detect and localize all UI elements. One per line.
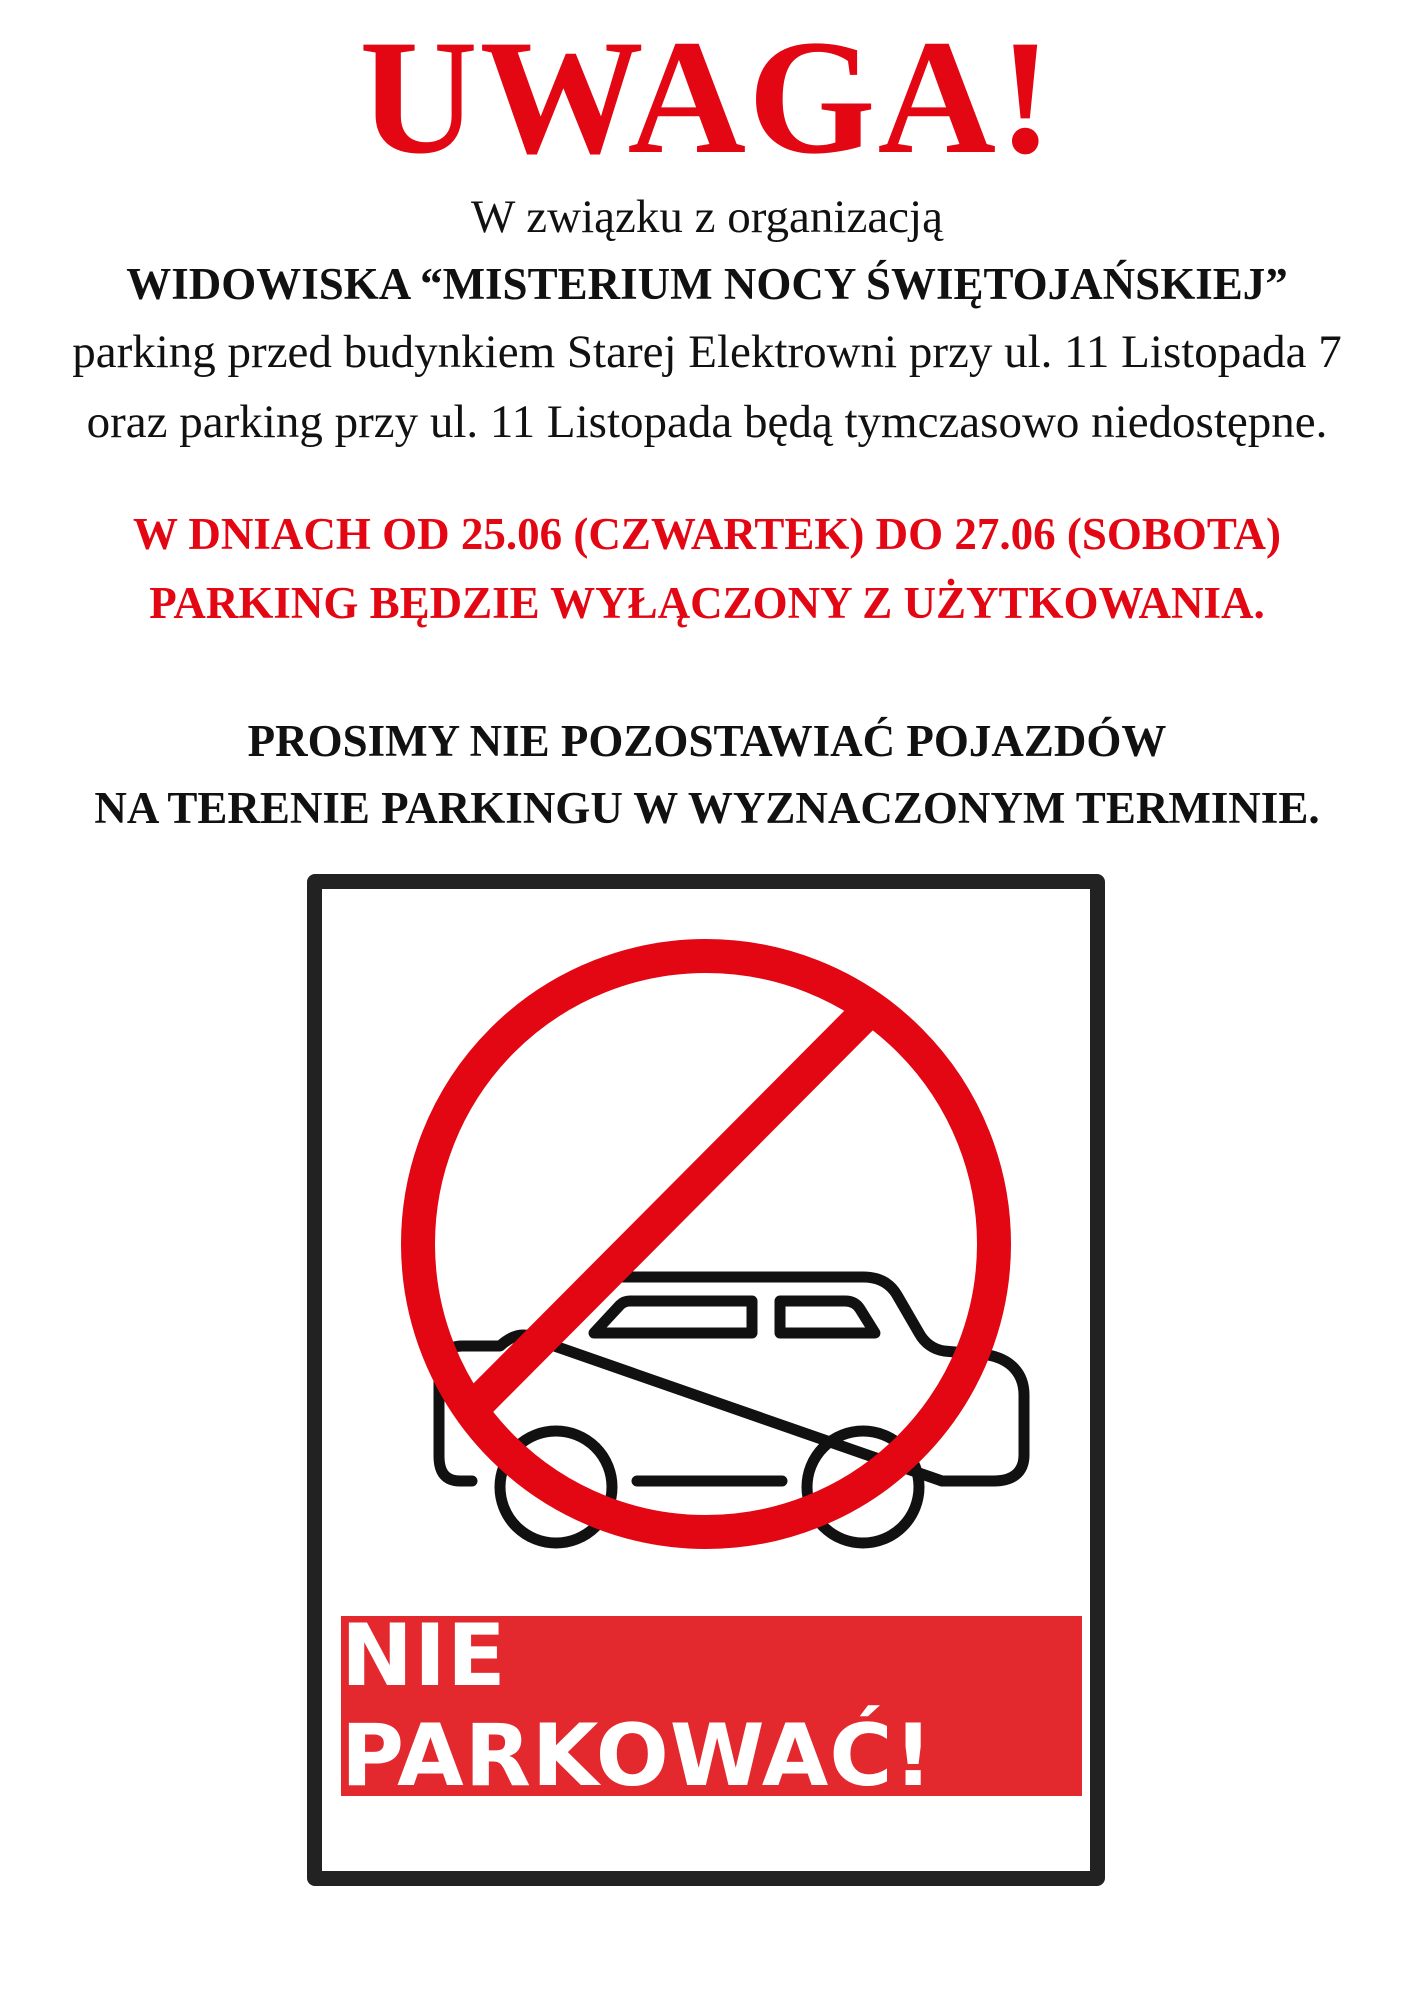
prohibition-icon [418,956,994,1532]
dates-line-1: W DNIACH OD 25.06 (CZWARTEK) DO 27.06 (SOBOTA) [132,509,1282,559]
intro-text: W związku z organizacją [471,191,943,243]
location-line-2: oraz parking przy ul. 11 Listopada będą tymczasowo niedostępne. [86,396,1328,448]
sign-label: NIE PARKOWAĆ! [341,1606,934,1806]
request-line-1: PROSIMY NIE POZOSTAWIAĆ POJAZDÓW [247,716,1167,766]
car-window-front [594,1301,752,1333]
event-name: WIDOWISKA “MISTERIUM NOCY ŚWIĘTOJAŃSKIEJ” [126,259,1288,309]
request-line-2: NA TERENIE PARKINGU W WYZNACZONYM TERMINIE. [94,783,1320,833]
car-window-rear [780,1301,875,1333]
prohibition-slash [478,1003,876,1403]
notice-title: UWAGA! [359,7,1055,188]
prohibition-ring [418,956,994,1532]
location-line-1: parking przed budynkiem Starej Elektrowni przy ul. 11 Listopada 7 [72,326,1342,378]
dates-line-2: PARKING BĘDZIE WYŁĄCZONY Z UŻYTKOWANIA. [149,578,1265,628]
sign-banner [341,1606,1082,1806]
no-parking-sign [307,874,1105,1886]
